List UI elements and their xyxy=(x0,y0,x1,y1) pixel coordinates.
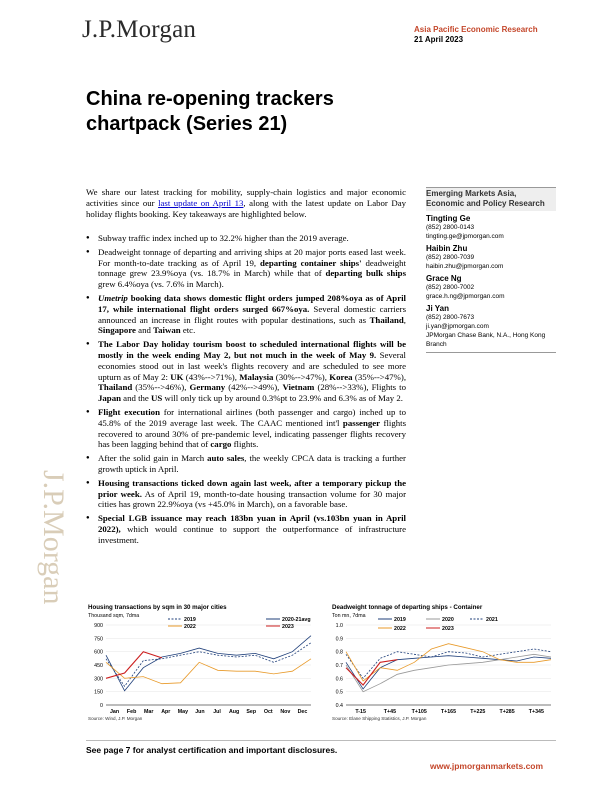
footer-rule xyxy=(86,740,556,741)
takeaway-text: Several economies stood out in last week's flights recovery and are scheduled to see more upturn as of May 2: xyxy=(98,349,406,382)
takeaway-text: Germany xyxy=(189,382,226,393)
takeaway-text: Deadweight tonnage of departing and arriving ships at 20 major ports eased last week. For month-to-date tracking as of April 19, xyxy=(98,246,406,268)
takeaway-text: and xyxy=(135,325,154,336)
takeaway-text: cargo xyxy=(210,439,232,450)
last-update-link[interactable]: last update on April 13 xyxy=(158,198,244,208)
series-line-2019 xyxy=(346,656,551,689)
takeaway-text: After the solid gain in March xyxy=(98,453,208,464)
x-tick-label: Jan xyxy=(109,709,120,715)
x-tick-label: Jul xyxy=(213,709,221,715)
sidebar-divider xyxy=(426,352,556,353)
takeaway-text: will only tick up by around 0.3%pt to 23.9% and 6.3% as of May 2. xyxy=(162,393,403,404)
legend-label: 2021 xyxy=(486,617,498,623)
intro-text-after: , along with the latest update on Labor Day holiday flights booking. Key takeaways are highlighted below. xyxy=(86,198,406,219)
takeaway-item xyxy=(86,478,406,510)
takeaway-text: (43%-->71%), xyxy=(183,371,240,382)
takeaway-text: etc. xyxy=(180,325,196,336)
chart-source: Source: Wind, J.P. Morgan xyxy=(88,716,143,721)
takeaway-text: Japan xyxy=(98,393,121,404)
takeaway-item xyxy=(86,513,406,545)
y-tick-label: 300 xyxy=(94,676,103,683)
y-tick-label: 900 xyxy=(94,623,103,629)
takeaway-text: Housing transactions ticked down again last week, after a temporary pickup the prior week. xyxy=(98,477,406,499)
takeaway-text: (42%-->49%), xyxy=(225,382,283,393)
legend-label: 2019 xyxy=(394,617,406,623)
takeaway-text: Thailand xyxy=(98,382,133,393)
analyst-email[interactable]: ji.yan@jpmorgan.com xyxy=(426,323,489,330)
takeaway-item xyxy=(86,339,406,404)
series-line-2021 xyxy=(346,649,551,678)
legend-label: 2019 xyxy=(184,617,196,623)
x-tick-label: T+285 xyxy=(499,709,515,715)
x-tick-label: Dec xyxy=(297,709,308,715)
x-tick-label: Oct xyxy=(263,709,273,715)
takeaway-text: The Labor Day holiday tourism boost to scheduled international flights will be mostly in the week ending May 2, but not much in the week of May 9. xyxy=(98,339,406,360)
takeaway-text: Korea xyxy=(329,371,353,382)
takeaway-text: Vietnam xyxy=(282,382,315,393)
takeaway-text: flights recovered to around 30% of pre-pandemic level, indicating passenger flights recovery has been lagging behind that of xyxy=(98,417,406,450)
watermark-text: J.P.Morgan xyxy=(37,470,70,605)
takeaway-text: departing bulk ships xyxy=(325,268,406,279)
takeaway-text: , xyxy=(403,314,406,325)
takeaway-text: US xyxy=(151,393,163,404)
y-axis-label: Thousand sqm, 7dma xyxy=(88,613,140,619)
takeaway-text: (30%-->47%), xyxy=(273,371,330,382)
takeaway-text: flights. xyxy=(231,439,259,450)
watermark-logo xyxy=(14,470,70,650)
series-line-2020-21avg xyxy=(106,636,311,691)
report-title: China re-opening trackers chartpack (Series 21) xyxy=(86,88,334,135)
analyst-email[interactable]: grace.h.ng@jpmorgan.com xyxy=(426,293,505,300)
y-axis-label: Ton mn, 7dma xyxy=(332,613,366,619)
y-tick-label: 1.0 xyxy=(335,623,343,629)
analyst-sidebar xyxy=(426,187,556,353)
department-label: Asia Pacific Economic Research xyxy=(414,25,538,34)
legend-label: 2022 xyxy=(394,626,406,632)
ships-chart xyxy=(330,603,558,723)
analyst-name: Haibin Zhu xyxy=(426,244,468,253)
analyst-name: Ji Yan xyxy=(426,304,449,313)
series-line-2019 xyxy=(106,643,311,687)
x-tick-label: Sep xyxy=(246,709,257,715)
chart-title: Housing transactions by sqm in 30 major cities xyxy=(88,604,227,611)
y-tick-label: 0.7 xyxy=(335,663,343,669)
x-tick-label: T-15 xyxy=(355,709,366,715)
analyst-list xyxy=(426,214,556,331)
takeaway-text: As of April 19, month-to-date housing transaction volume for 30 major cities has grown 22.9%oya (vs +45.0% in March), on a favorable base. xyxy=(98,488,407,510)
takeaway-text: and the xyxy=(120,393,152,404)
x-tick-label: Mar xyxy=(143,709,154,715)
analyst-email[interactable]: tingting.ge@jpmorgan.com xyxy=(426,233,504,240)
takeaway-text: (28%-->33%), Flights to xyxy=(314,382,406,393)
takeaway-item xyxy=(86,407,406,450)
disclosure-note: See page 7 for analyst certification and important disclosures. xyxy=(86,745,338,755)
key-takeaways-list xyxy=(86,233,406,549)
y-tick-label: 600 xyxy=(94,649,103,656)
analyst-phone: (852) 2800-7002 xyxy=(426,284,475,291)
takeaway-text: (35%-->46%), xyxy=(132,382,190,393)
y-tick-label: 0 xyxy=(100,703,103,709)
takeaway-text: Special LGB issuance may reach 183bn yuan in April (vs.103bn yuan in April 2022), xyxy=(98,513,406,534)
x-tick-label: May xyxy=(177,709,189,715)
intro-paragraph xyxy=(86,187,406,220)
takeaway-text: booking data shows domestic flight orders jumped 208%oya as of April 17, while international flight orders surged 667%oya. xyxy=(98,292,406,314)
takeaway-text: passenger xyxy=(342,417,381,428)
x-tick-label: T+105 xyxy=(411,709,427,715)
x-tick-label: Apr xyxy=(161,709,171,715)
entity-label: JPMorgan Chase Bank, N.A., Hong Kong Branch xyxy=(426,332,546,348)
takeaway-text: which would continue to support the outperformance of infrastructure investment. xyxy=(98,523,406,545)
analyst-phone: (852) 2800-7039 xyxy=(426,254,475,261)
series-line-2022 xyxy=(106,659,311,684)
y-tick-label: 0.5 xyxy=(335,689,343,696)
analyst-phone: (852) 2800-7673 xyxy=(426,314,475,321)
legend-label: 2022 xyxy=(184,624,196,630)
y-tick-label: 0.4 xyxy=(335,703,343,709)
legend-label: 2020-21avg xyxy=(282,617,311,623)
y-tick-label: 450 xyxy=(94,663,103,669)
takeaway-text: Taiwan xyxy=(153,325,181,336)
y-tick-label: 0.6 xyxy=(335,676,343,683)
y-tick-label: 0.9 xyxy=(335,636,343,643)
x-tick-label: T+225 xyxy=(470,709,486,715)
takeaway-text: grew 6.4%oya (vs. 7.6% in March). xyxy=(98,279,224,290)
research-group: Emerging Markets Asia, Economic and Policy Research xyxy=(426,188,556,211)
takeaway-text: deadweight tonnage grew 23.9%oya (vs. 18.7% in March) while that of xyxy=(98,257,406,279)
legend-label: 2023 xyxy=(442,626,454,632)
takeaway-text: Flight execution xyxy=(98,406,160,417)
x-tick-label: Aug xyxy=(228,709,240,715)
x-tick-label: T+345 xyxy=(528,709,544,715)
takeaway-item xyxy=(86,233,406,244)
takeaway-text: Malaysia xyxy=(239,371,274,382)
takeaway-text: departing container ships' xyxy=(260,257,362,268)
x-tick-label: Jun xyxy=(195,709,205,715)
takeaway-text: UK xyxy=(170,371,184,382)
website-link[interactable]: www.jpmorganmarkets.com xyxy=(430,761,544,771)
takeaway-text: Subway traffic index inched up to 32.2% higher than the 2019 average. xyxy=(98,233,349,243)
x-tick-label: Feb xyxy=(126,709,137,715)
takeaway-item xyxy=(86,293,406,336)
y-tick-label: 0.8 xyxy=(335,649,343,656)
takeaway-text: Thailand xyxy=(369,314,404,325)
analyst-name: Grace Ng xyxy=(426,274,462,283)
housing-chart xyxy=(86,603,316,723)
legend-label: 2023 xyxy=(282,624,294,630)
analyst-email[interactable]: haibin.zhu@jpmorgan.com xyxy=(426,263,504,270)
takeaway-text: auto sales xyxy=(207,453,245,464)
report-date: 21 April 2023 xyxy=(414,35,464,44)
takeaway-text: Umetrip xyxy=(98,292,128,303)
jpmorgan-logo: J.P.Morgan xyxy=(82,16,197,43)
intro-text-before: We share our latest tracking for mobility, supply-chain logistics and major economic activities since our xyxy=(86,187,406,208)
analyst-phone: (852) 2800-0143 xyxy=(426,224,475,231)
chart-source: Source: Elane Shipping Statistics, J.P. Morgan xyxy=(332,716,427,721)
legend-label: 2020 xyxy=(442,617,454,623)
takeaway-item xyxy=(86,247,406,290)
takeaway-text: (35%-->47%), xyxy=(352,371,407,382)
takeaway-text: Singapore xyxy=(98,325,136,336)
x-tick-label: T+45 xyxy=(383,709,397,715)
takeaway-text: Several domestic carriers announced an increase in flight routes with popular destinations, such as xyxy=(98,303,407,325)
takeaway-text: , the weekly CPCA data is tracking a further growth uptick in April. xyxy=(98,453,406,474)
x-tick-label: T+165 xyxy=(440,709,457,715)
takeaway-text: for international airlines (both passenger and cargo) inched up to 45.8% of the 2019 average last week. The CAAC mentioned int'l xyxy=(98,406,406,428)
chart-title: Deadweight tonnage of departing ships - Container xyxy=(332,604,483,611)
analyst-name: Tingting Ge xyxy=(426,214,471,223)
x-tick-label: Nov xyxy=(280,709,291,715)
takeaway-item xyxy=(86,453,406,475)
y-tick-label: 750 xyxy=(94,636,103,643)
y-tick-label: 150 xyxy=(94,689,103,696)
